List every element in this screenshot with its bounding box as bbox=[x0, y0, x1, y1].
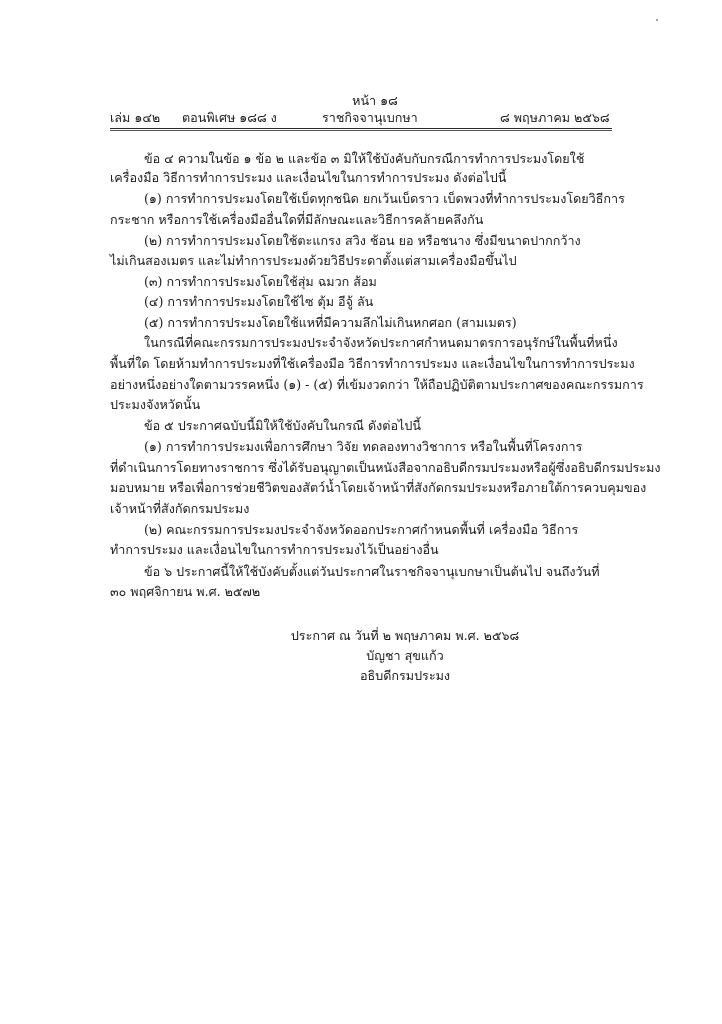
page-number: หน้า ๑๘ bbox=[352, 93, 398, 108]
signatory-position: อธิบดีกรมประมง bbox=[359, 668, 451, 683]
issue-number: ตอนพิเศษ ๑๘๘ ง bbox=[182, 110, 277, 125]
paragraph-line: ในกรณีที่คณะกรรมการประมงประจำจังหวัดประกาศกำหนดมาตรการอนุรักษ์ในพื้นที่หนึ่ง bbox=[144, 335, 618, 350]
paragraph-line: ทำการประมง และเงื่อนไขในการทำการประมงไว้เป็นอย่างอื่น bbox=[110, 542, 439, 557]
paragraph-line: (๒) การทำการประมงโดยใช้ตะแกรง สวิง ช้อน ยอ หรือชนาง ซึ่งมีขนาดปากกว้าง bbox=[144, 233, 581, 248]
paragraph-line: ข้อ ๖ ประกาศนี้ให้ใช้บังคับตั้งแต่วันประกาศในราชกิจจานุเบกษาเป็นต้นไป จนถึงวันที่ bbox=[144, 564, 600, 579]
paragraph-line: ข้อ ๕ ประกาศฉบับนี้มิให้ใช้บังคับในกรณี ดังต่อไปนี้ bbox=[144, 418, 421, 433]
header-rule bbox=[110, 128, 612, 129]
volume-number: เล่ม ๑๔๒ bbox=[110, 110, 161, 125]
signatory-name: บัญชา สุขแก้ว bbox=[366, 648, 444, 663]
paragraph-line: ๓๐ พฤศจิกายน พ.ศ. ๒๕๗๒ bbox=[110, 584, 261, 599]
paragraph-line: เครื่องมือ วิธีการทำการประมง และเงื่อนไขในการทำการประมง ดังต่อไปนี้ bbox=[110, 170, 507, 185]
paragraph-line: (๔) การทำการประมงโดยใช้ไซ ตุ้ม อีจู้ ลัน bbox=[144, 294, 374, 309]
header-rule-second bbox=[110, 130, 612, 131]
announcement-date: ประกาศ ณ วันที่ ๒ พฤษภาคม พ.ศ. ๒๕๖๘ bbox=[290, 628, 520, 643]
paragraph-line: (๓) การทำการประมงโดยใช้สุ่ม ฉมวก ส้อม bbox=[144, 274, 377, 289]
paragraph-line: มอบหมาย หรือเพื่อการช่วยชีวิตของสัตว์น้ำโดยเจ้าหน้าที่สังกัดกรมประมงหรือภายใต้การควบคุมของ bbox=[110, 480, 647, 495]
paragraph-line: กระชาก หรือการใช้เครื่องมืออื่นใดที่มีลักษณะและวิธีการคล้ายคลึงกัน bbox=[110, 212, 484, 227]
paragraph-line: พื้นที่ใด โดยห้ามทำการประมงที่ใช้เครื่องมือ วิธีการทำการประมง และเงื่อนไขในการทำการประมง bbox=[110, 356, 635, 371]
paragraph-line: ที่ดำเนินการโดยทางราชการ ซึ่งได้รับอนุญาตเป็นหนังสือจากอธิบดีกรมประมงหรือผู้ซึ่งอธิบดีกรมประมง bbox=[110, 460, 661, 475]
publication-date: ๘ พฤษภาคม ๒๕๖๘ bbox=[500, 110, 610, 125]
paragraph-line: เจ้าหน้าที่สังกัดกรมประมง bbox=[110, 501, 250, 516]
paragraph-line: (๑) การทำการประมงโดยใช้เบ็ดทุกชนิด ยกเว้นเบ็ดราว เบ็ดพวงที่ทำการประมงโดยวิธีการ bbox=[144, 191, 625, 206]
paragraph-line: ข้อ ๔ ความในข้อ ๑ ข้อ ๒ และข้อ ๓ มิให้ใช้บังคับกับกรณีการทำการประมงโดยใช้ bbox=[144, 151, 585, 166]
gazette-name: ราชกิจจานุเบกษา bbox=[322, 110, 418, 125]
paragraph-line: (๒) คณะกรรมการประมงประจำจังหวัดออกประกาศกำหนดพื้นที่ เครื่องมือ วิธีการ bbox=[144, 522, 579, 537]
paragraph-line: ประมงจังหวัดนั้น bbox=[110, 397, 201, 412]
paragraph-line: (๑) การทำการประมงเพื่อการศึกษา วิจัย ทดลองทางวิชาการ หรือในพื้นที่โครงการ bbox=[144, 439, 583, 454]
paragraph-line: ไม่เกินสองเมตร และไม่ทำการประมงด้วยวิธีประดาตั้งแต่สามเครื่องมือขึ้นไป bbox=[110, 253, 517, 268]
paragraph-line: อย่างหนึ่งอย่างใดตามวรรคหนึ่ง (๑) - (๕) ที่เข้มงวดกว่า ให้ถือปฏิบัติตามประกาศของคณะกรรมการ bbox=[110, 377, 644, 392]
scan-speck bbox=[656, 19, 658, 21]
paragraph-line: (๕) การทำการประมงโดยใช้แหที่มีความลึกไม่เกินหกศอก (สามเมตร) bbox=[144, 315, 517, 330]
